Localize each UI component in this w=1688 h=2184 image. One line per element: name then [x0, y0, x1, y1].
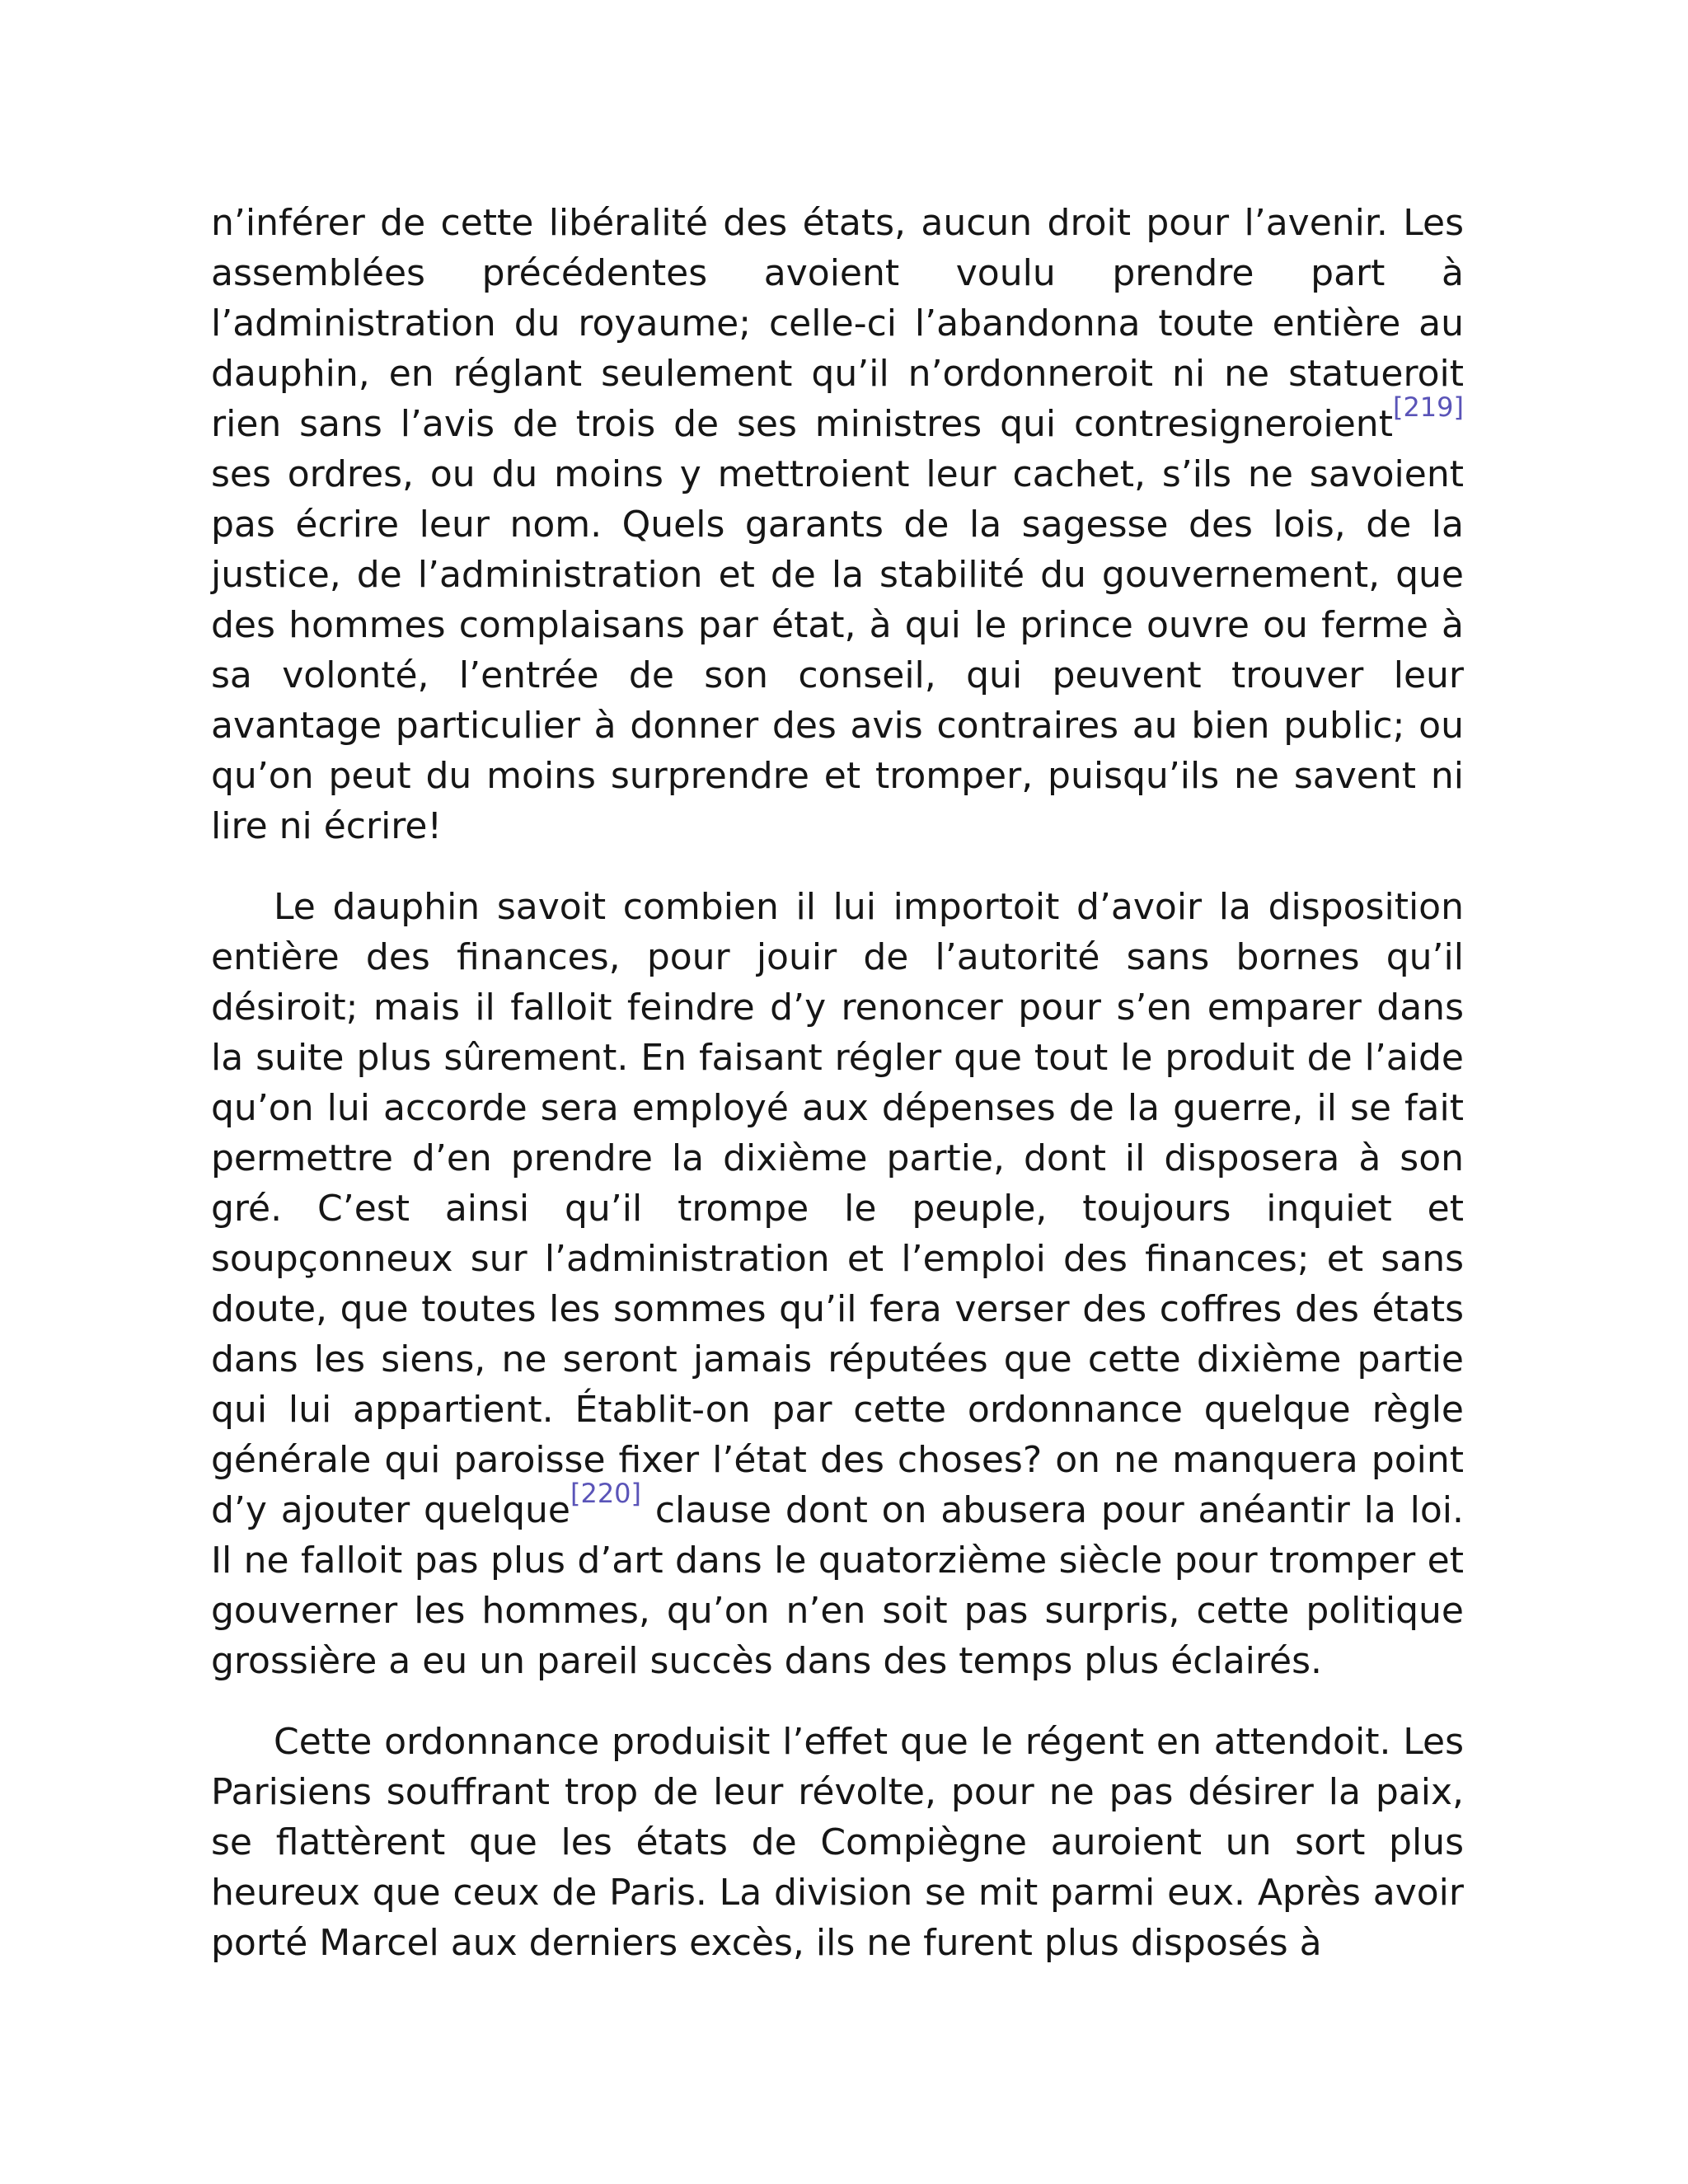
paragraph-text: Le dauphin savoit combien il lui importoit d’avoir la disposition entière des finances, pour jouir de l’autorité sans bornes qu’il désiroit; mais il falloit feindre d’y renoncer pour s’en emparer dans la suite plus sûrement. En faisant régler que tout le produit de l’aide qu’on lui accorde sera employé aux dépenses de la guerre, il se fait permettre d’en prendre la dixième partie, dont il disposera à son gré. C’est ainsi qu’il trompe le peuple, toujours inquiet et soupçonneux sur l’administration et l’emploi des finances; et sans doute, que toutes les sommes qu’il fera verser des coffres des états dans les siens, ne seront jamais réputées que cette dixième partie qui lui appartient. Établit-on par cette ordonnance quelque règle générale qui paroisse fixer l’état des choses? on ne manquera point d’y ajouter quelque	[211, 886, 1464, 1531]
paragraph-text: clause dont on abusera pour anéantir la loi. Il ne falloit pas plus d’art dans le quatorzième siècle pour tromper et gouverner les hommes, qu’on n’en soit pas surpris, cette politique grossière a eu un pareil succès dans des temps plus éclairés.	[211, 1489, 1464, 1682]
page-body	[211, 198, 1464, 1968]
paragraph-text: Cette ordonnance produisit l’effet que le régent en attendoit. Les Parisiens souffrant trop de leur révolte, pour ne pas désirer la paix, se flattèrent que les états de Compiègne auroient un sort plus heureux que ceux de Paris. La division se mit parmi eux. Après avoir porté Marcel aux derniers excès, ils ne furent plus disposés à	[211, 1721, 1464, 1964]
paragraph-3	[211, 1717, 1464, 1968]
paragraph-text: ses ordres, ou du moins y mettroient leur cachet, s’ils ne savoient pas écrire leur nom. Quels garants de la sagesse des lois, de la justice, de l’administration et de la stabilité du gouvernement, que des hommes complaisans par état, à qui le prince ouvre ou ferme à sa volonté, l’entrée de son conseil, qui peuvent trouver leur avantage particulier à donner des avis contraires au bien public; ou qu’on peut du moins surprendre et tromper, puisqu’ils ne savent ni lire ni écrire!	[211, 453, 1464, 847]
paragraph-1	[211, 198, 1464, 851]
paragraph-2	[211, 882, 1464, 1686]
footnote-ref-220[interactable]: [220]	[570, 1478, 642, 1509]
footnote-ref-219[interactable]: [219]	[1392, 391, 1464, 423]
paragraph-text: n’inférer de cette libéralité des états, aucun droit pour l’avenir. Les assemblées précédentes avoient voulu prendre part à l’administration du royaume; celle-ci l’abandonna toute entière au dauphin, en réglant seulement qu’il n’ordonneroit ni ne statueroit rien sans l’avis de trois de ses ministres qui contresigneroient	[211, 202, 1464, 445]
